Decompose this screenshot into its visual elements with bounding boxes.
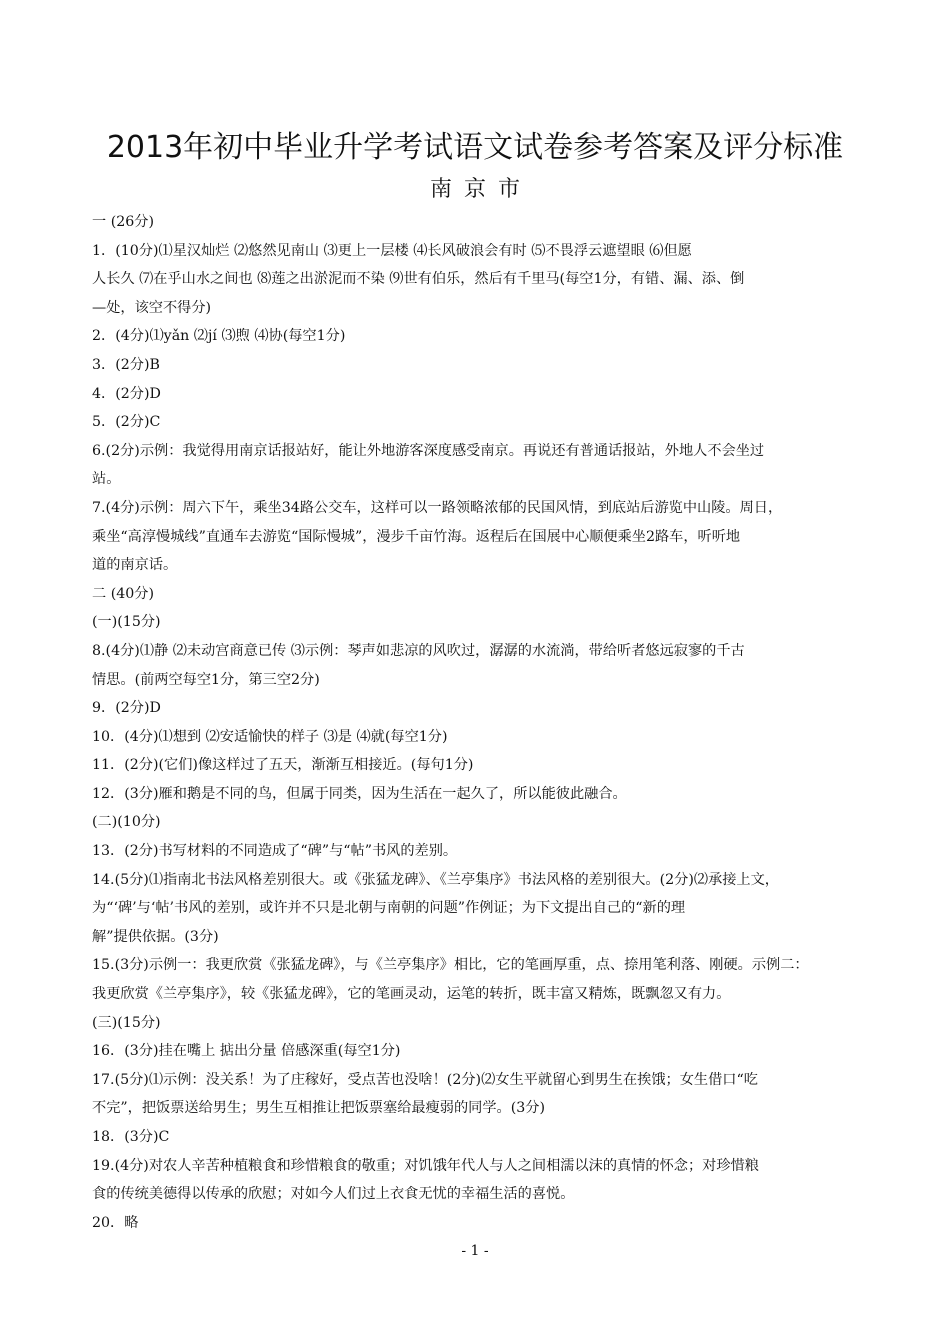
- text-line: (一)(15分): [92, 614, 161, 631]
- text-line: 3．(2分)B: [92, 356, 160, 373]
- text-line: —处，该空不得分): [92, 299, 212, 316]
- page-subtitle: 南京市: [429, 177, 532, 202]
- text-line: 13．(2分)书写材料的不同造成了“碑”与“帖”书风的差别。: [92, 843, 458, 860]
- text-line: 8.(4分)⑴静 ⑵未动宫商意已传 ⑶示例：琴声如悲凉的风吹过，潺潺的水流淌，带给听者悠远寂寥的千古: [92, 642, 745, 659]
- text-line: 乘坐“高淳慢城线”直通车去游览“国际慢城”，漫步千亩竹海。返程后在国展中心顺便乘坐2路车，听听地: [92, 528, 741, 545]
- text-line: 二 (40分): [92, 585, 155, 602]
- text-line: 解”提供依据。(3分): [92, 928, 219, 945]
- text-line: 9．(2分)D: [92, 700, 161, 717]
- text-line: (三)(15分): [92, 1014, 161, 1031]
- answer-content: [92, 208, 868, 1237]
- text-line: 2．(4分)⑴yǎn ⑵jí ⑶煦 ⑷协(每空1分): [92, 328, 346, 345]
- text-line: 15.(3分)示例一：我更欣赏《张猛龙碑》，与《兰亭集序》相比，它的笔画厚重，点、捺用笔利落、刚硬。示例二：: [92, 957, 809, 974]
- text-line: 5．(2分)C: [92, 414, 161, 431]
- page-number: - 1 -: [461, 1243, 489, 1259]
- text-line: (二)(10分): [92, 814, 161, 831]
- text-line: 食的传统美德得以传承的欣慰；对如今人们过上衣食无忧的幸福生活的喜悦。: [92, 1186, 575, 1203]
- text-line: 站。: [92, 471, 121, 488]
- text-line: 14.(5分)⑴指南北书法风格差别很大。或《张猛龙碑》、《兰亭集序》书法风格的差别很大。(2分)⑵承接上文，: [92, 871, 779, 888]
- text-line: 4．(2分)D: [92, 385, 161, 402]
- text-line: 我更欣赏《兰亭集序》，较《张猛龙碑》，它的笔画灵动，运笔的转折，既丰富又精炼，既飘忽又有力。: [92, 986, 731, 1003]
- text-line: 不完”，把饭票送给男生；男生互相推让把饭票塞给最瘦弱的同学。(3分): [92, 1100, 545, 1117]
- text-line: 12．(3分)雁和鹅是不同的鸟，但属于同类，因为生活在一起久了，所以能彼此融合。: [92, 785, 627, 802]
- text-line: 17.(5分)⑴示例：没关系！为了庄稼好，受点苦也没啥！(2分)⑵女生平就留心到男生在挨饿；女生借口“吃: [92, 1071, 758, 1088]
- page-title: 2013年初中毕业升学考试语文试卷参考答案及评分标准: [106, 130, 844, 165]
- text-line: 人长久 ⑺在乎山水之间也 ⑻莲之出淤泥而不染 ⑼世有伯乐，然后有千里马(每空1分，有错、漏、添、倒: [92, 271, 745, 288]
- text-line: 一 (26分): [92, 214, 155, 230]
- text-line: 20．略: [92, 1214, 139, 1231]
- text-line: 为“‘碑’与‘帖’书风的差别，或许并不只是北朝与南朝的问题”作例证；为下文提出自己的“新的理: [92, 900, 686, 917]
- text-line: 7.(4分)示例：周六下午，乘坐34路公交车，这样可以一路领略浓郁的民国风情，到底站后游览中山陵。周日，: [92, 499, 783, 516]
- text-line: 1．(10分)⑴星汉灿烂 ⑵悠然见南山 ⑶更上一层楼 ⑷长风破浪会有时 ⑸不畏浮云遮望眼 ⑹但愿: [92, 242, 692, 259]
- text-line: 16．(3分)挂在嘴上 掂出分量 倍感深重(每空1分): [92, 1043, 401, 1060]
- text-line: 10．(4分)⑴想到 ⑵安适愉快的样子 ⑶是 ⑷就(每空1分): [92, 728, 448, 745]
- text-line: 18．(3分)C: [92, 1129, 170, 1145]
- text-line: 情思。(前两空每空1分，第三空2分): [92, 671, 320, 688]
- text-line: 19.(4分)对农人辛苦种植粮食和珍惜粮食的敬重；对饥饿年代人与人之间相濡以沫的真情的怀念；对珍惜粮: [92, 1157, 759, 1174]
- text-line: 11．(2分)(它们)像这样过了五天，渐渐互相接近。(每句1分): [92, 757, 474, 774]
- text-line: 道的南京话。: [92, 557, 178, 574]
- text-line: 6.(2分)示例：我觉得用南京话报站好，能让外地游客深度感受南京。再说还有普通话报站，外地人不会坐过: [92, 442, 765, 459]
